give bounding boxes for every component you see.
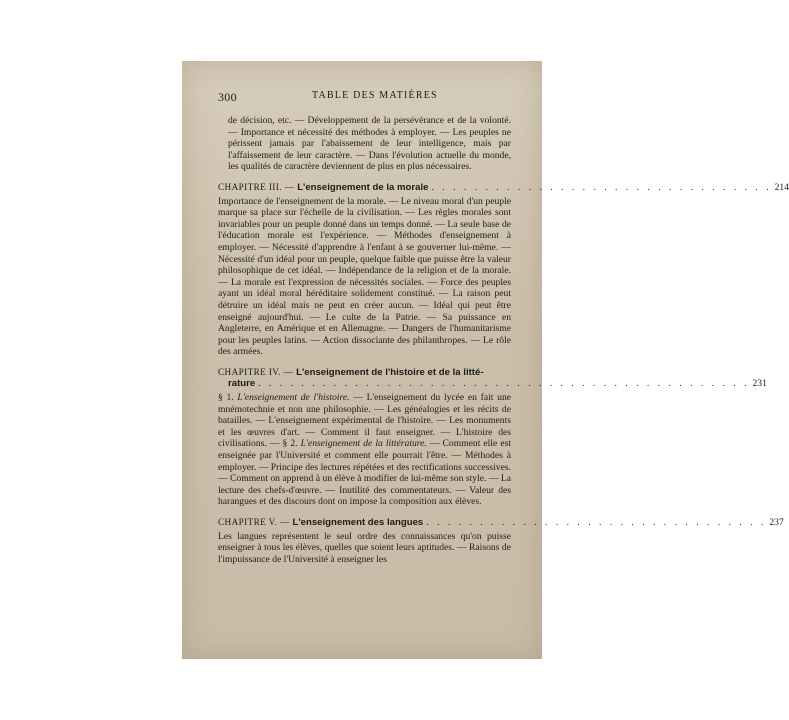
chapter-label: CHAPITRE III. — bbox=[218, 181, 295, 192]
chapter-title: L'enseignement de la morale bbox=[297, 181, 429, 193]
chapter-heading-3 bbox=[218, 181, 789, 194]
running-title: TABLE DES MATIÈRES bbox=[312, 90, 438, 101]
dot-leader: . . . . . . . . . . . . . . . . . . . . . . . . . . . . . . . . bbox=[426, 517, 767, 528]
section-number: § 2. bbox=[279, 438, 298, 450]
dot-leader: . . . . . . . . . . . . . . . . . . . . . . . . . . . . . . . . bbox=[431, 181, 772, 193]
section-title: L'enseignement de la littérature. bbox=[300, 438, 427, 450]
chapter-title-line2: rature bbox=[228, 378, 256, 390]
book-page bbox=[182, 61, 789, 659]
section-text: — Comment elle est enseignée par l'Université et comment elle pourrait l'être. — Méthodes à employer. — Principe des lectures répétées et des rectifications successives. — Comment on apprend à un élève à modifier de lui-même son style. — La lecture des chefs-d'œuvre. — Inutilité des commentateurs. — Valeur des harangues et des discours dont on impose la composition aux élèves. bbox=[218, 438, 511, 508]
chapter-page: 214 bbox=[774, 181, 789, 193]
chapter-page: 237 bbox=[769, 517, 784, 528]
table-of-contents bbox=[218, 115, 789, 565]
chapter-summary-4 bbox=[218, 392, 511, 508]
section-title: L'enseignement de l'histoire. bbox=[237, 392, 350, 404]
chapter-summary-5: Les langues représentent le seul ordre des connaissances qu'on puisse enseigner à tous les élèves, quelles que soient leurs aptitudes. — Raisons de l'impuissance de l'Université à enseigner les bbox=[218, 530, 511, 565]
chapter-heading-5 bbox=[218, 517, 784, 529]
chapter-page: 231 bbox=[752, 378, 767, 390]
page-number: 300 bbox=[218, 90, 237, 104]
chapter-label: CHAPITRE IV. — bbox=[218, 366, 294, 377]
chapter-title: L'enseignement des langues bbox=[292, 517, 424, 528]
intro-paragraph: de décision, etc. — Développement de la persévérance et de la volonté. — Importance et nécessité des méthodes à employer. — Les peuples ne périssent jamais par l'abaissement de leur intelligence, mais par l'affaissement de leur caractère. — Dans l'évolution actuelle du monde, les qualités de caractère deviennent de plus en plus nécessaires. bbox=[228, 115, 511, 173]
chapter-title-line1: L'enseignement de l'histoire et de la litté- bbox=[296, 366, 484, 378]
dot-leader: . . . . . . . . . . . . . . . . . . . . . . . . . . . . . . . . . . . . . . . . . . . . . . bbox=[258, 378, 750, 390]
chapter-heading-4 bbox=[218, 366, 767, 390]
chapter-label: CHAPITRE V. — bbox=[218, 517, 290, 527]
page-header bbox=[218, 90, 508, 106]
section-text: — L'enseignement du lycée en fait une mnémotechnie et non une philosophie. — Les généalogies et les récits de batailles. — L'enseignement expérimental de l'histoire. — Les monuments et les œuvres d'art. — Comment il faut enseigner. — L'histoire des civilisations. — bbox=[218, 392, 511, 450]
chapter-summary-3: Importance de l'enseignement de la morale. — Le niveau moral d'un peuple marque sa place sur l'échelle de la civilisation. — Les règles morales sont invariables pour un peuple donné dans un temps donné. — La seule base de l'éducation morale est l'expérience. — Méthodes d'enseignement à employer. — Nécessité d'apprendre à l'enfant à se gouverner lui-même. — Nécessité d'un idéal pour un peuple, quelque faible que puisse être la valeur philosophique de cet idéal. — Indépendance de la religion et de la morale. — La morale est l'expression de nécessités sociales. — Force des peuples ayant un idéal moral héréditaire solidement constitué. — La raison peut détruire un idéal mais ne peut en créer aucun. — Idéal qui peut être enseigné aujourd'hui. — Le culte de la Patrie. — Sa puissance en Angleterre, en Amérique et en Allemagne. — Dangers de l'humanitarisme pour les peuples latins. — Action dissociante des philanthropes. — Le rôle des armées. bbox=[218, 195, 511, 358]
section-number: § 1. bbox=[218, 392, 234, 404]
